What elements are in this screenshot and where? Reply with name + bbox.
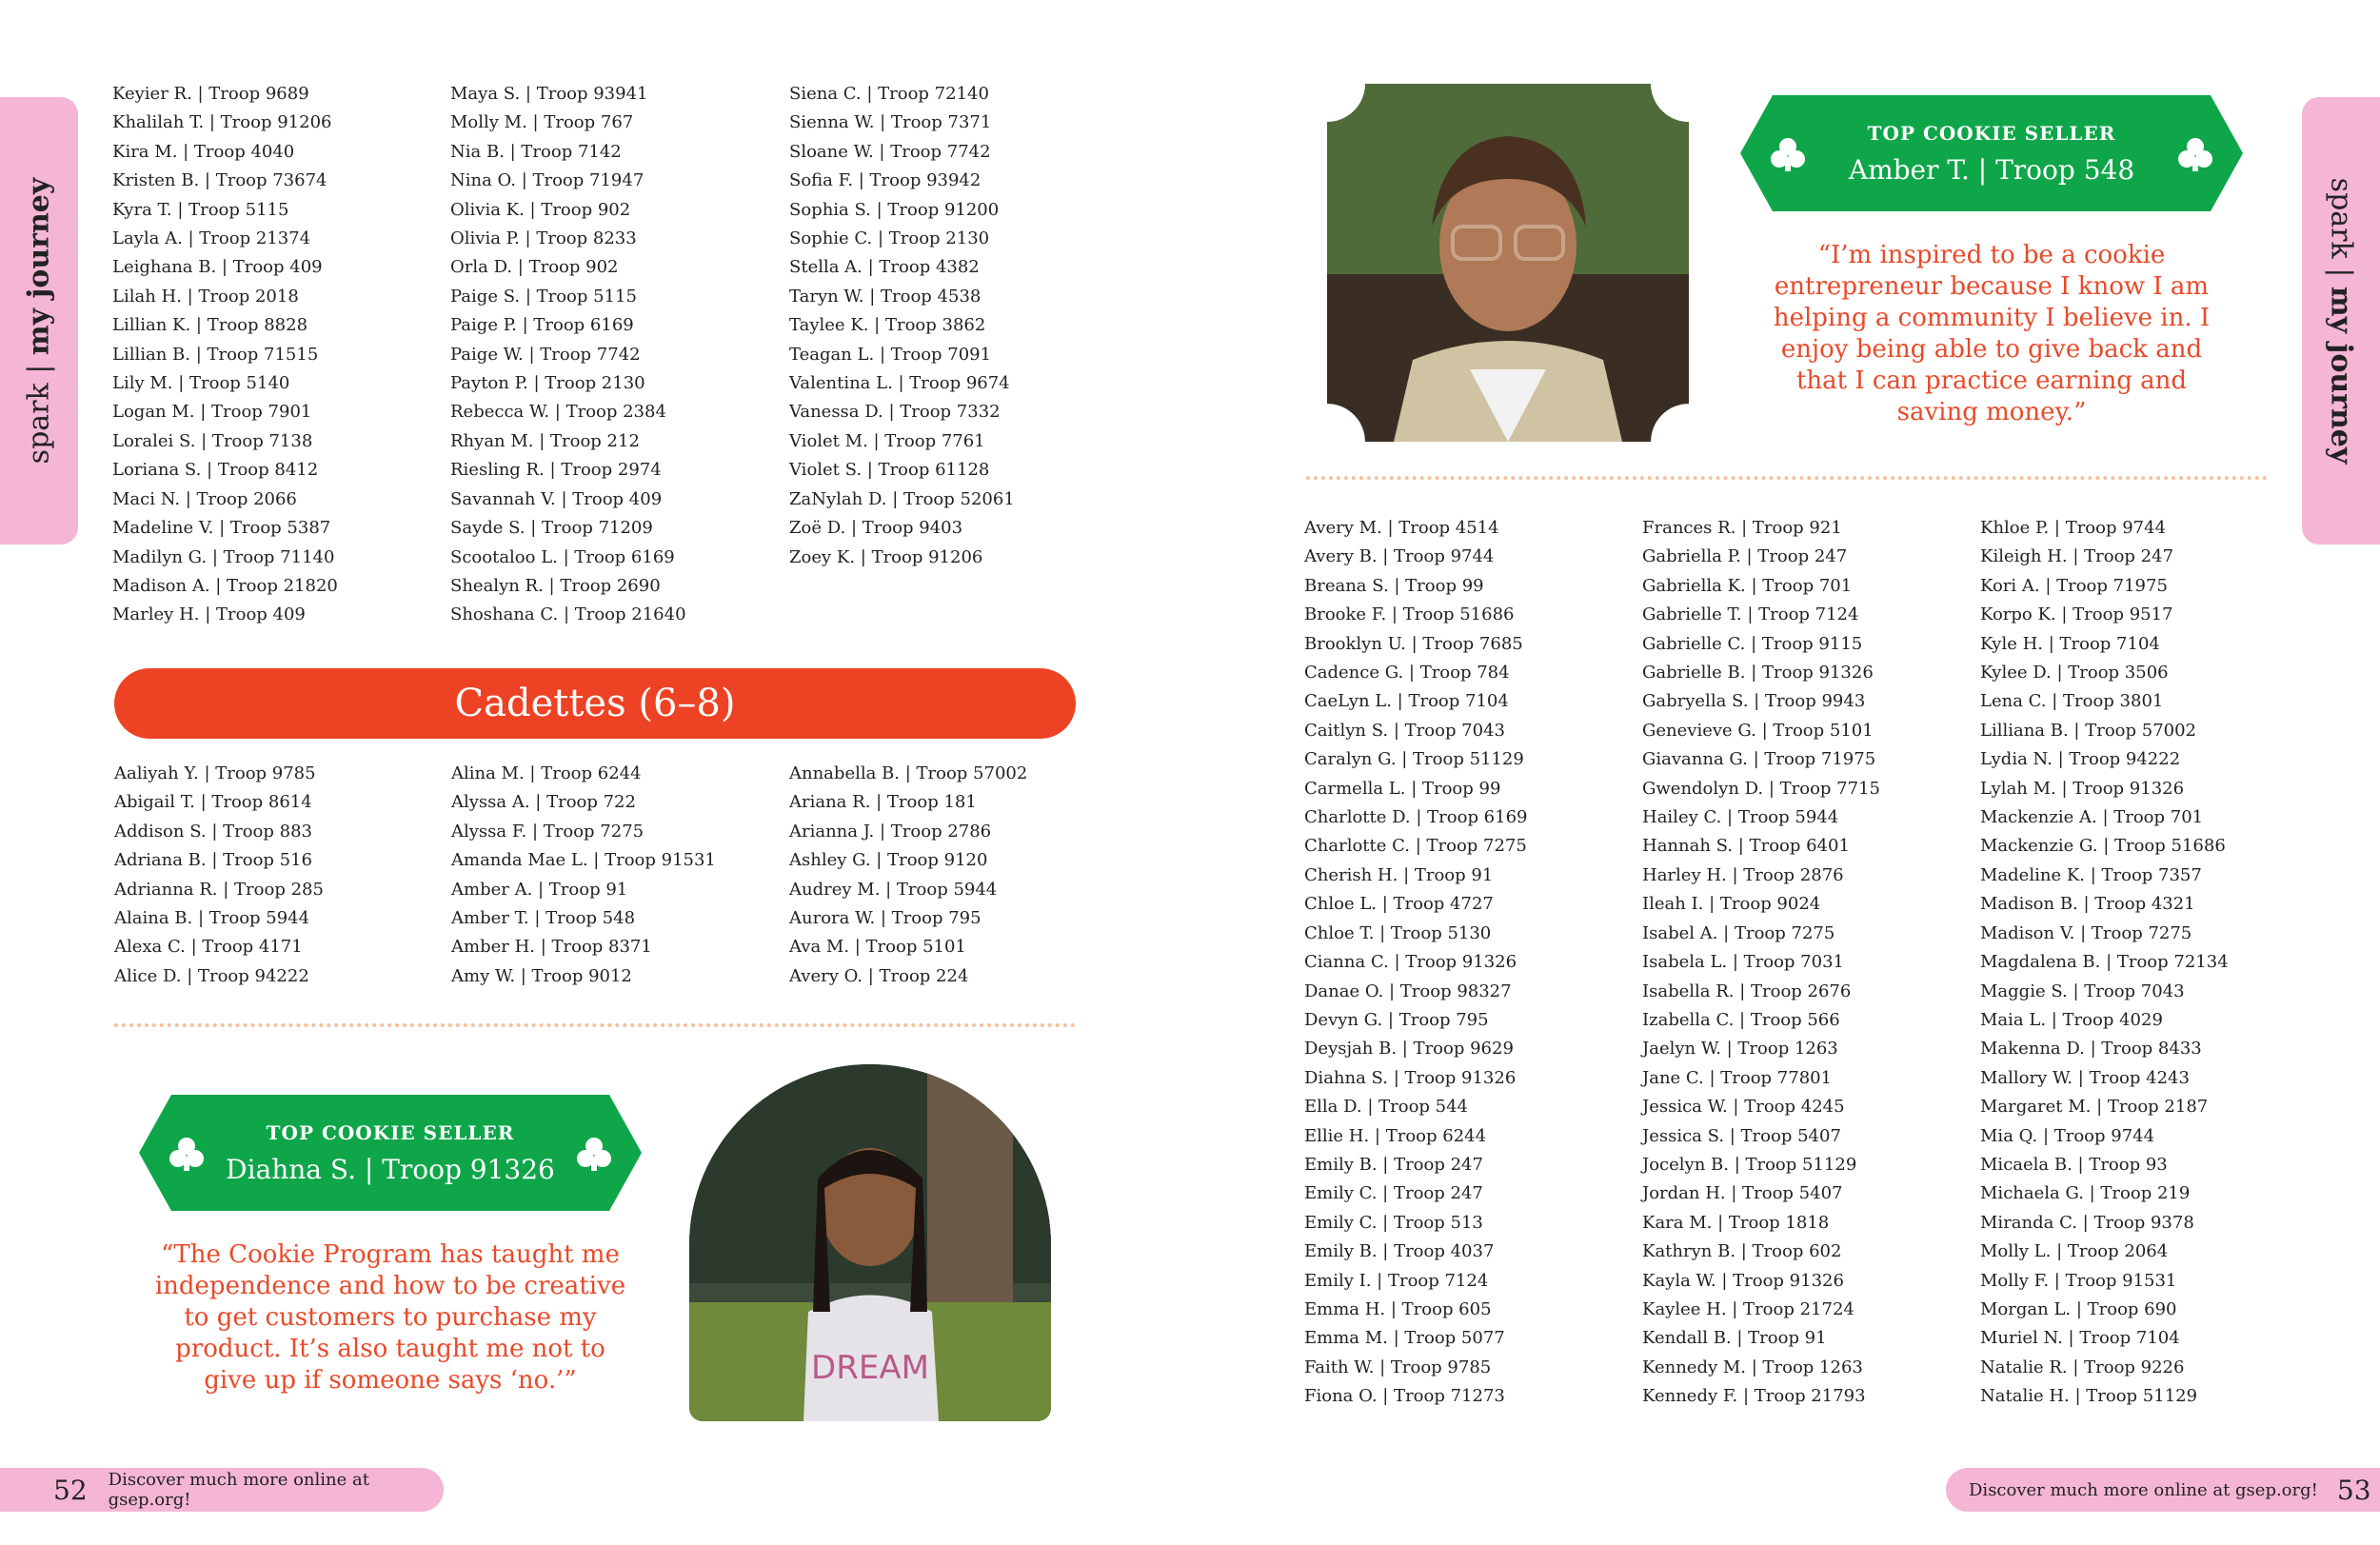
list-item: Kira M. | Troop 4040 (112, 141, 295, 162)
list-item: Isabela L. | Troop 7031 (1642, 952, 1844, 973)
list-item: Mallory W. | Troop 4243 (1980, 1067, 2190, 1088)
list-item: Emma M. | Troop 5077 (1304, 1328, 1505, 1349)
list-item: Adriana B. | Troop 516 (114, 850, 313, 871)
list-item: Natalie R. | Troop 9226 (1980, 1357, 2185, 1377)
list-item: Miranda C. | Troop 9378 (1980, 1212, 2194, 1233)
list-item: Carmella L. | Troop 99 (1304, 778, 1501, 799)
list-item: Charlotte C. | Troop 7275 (1304, 836, 1527, 857)
side-tab-left (0, 97, 78, 545)
seller-photo (1327, 84, 1689, 442)
list-item: Morgan L. | Troop 690 (1980, 1298, 2177, 1319)
list-item: Keyier R. | Troop 9689 (112, 84, 309, 104)
list-item: Frances R. | Troop 921 (1642, 518, 1842, 538)
list-item: Caitlyn S. | Troop 7043 (1304, 720, 1505, 741)
list-item: Annabella B. | Troop 57002 (789, 763, 1028, 783)
list-item: Maia L. | Troop 4029 (1980, 1009, 2163, 1030)
list-item: Ileah I. | Troop 9024 (1642, 894, 1821, 915)
list-item: Kayla W. | Troop 91326 (1642, 1270, 1844, 1291)
list-item: Savannah V. | Troop 409 (450, 488, 663, 509)
list-item: Amy W. | Troop 9012 (451, 965, 632, 986)
list-item: Lylah M. | Troop 91326 (1980, 778, 2185, 799)
list-item: Lillian K. | Troop 8828 (112, 315, 308, 336)
list-item: Molly M. | Troop 767 (450, 112, 634, 133)
list-item: Madison A. | Troop 21820 (112, 575, 338, 596)
list-item: Loralei S. | Troop 7138 (112, 430, 313, 451)
list-item: Taylee K. | Troop 3862 (789, 315, 986, 336)
list-item: Kathryn B. | Troop 602 (1642, 1241, 1842, 1262)
list-item: Orla D. | Troop 902 (450, 257, 619, 278)
list-item: Lilliana B. | Troop 57002 (1980, 720, 2197, 741)
list-item: Charlotte D. | Troop 6169 (1304, 807, 1528, 828)
list-item: Margaret M. | Troop 2187 (1980, 1097, 2209, 1118)
dotted-divider (1306, 476, 2268, 480)
list-item: Korpo K. | Troop 9517 (1980, 604, 2173, 625)
list-item: Jaelyn W. | Troop 1263 (1642, 1039, 1838, 1060)
list-item: Sayde S. | Troop 71209 (450, 518, 653, 539)
list-item: Lydia N. | Troop 94222 (1980, 749, 2181, 770)
list-item: Mackenzie A. | Troop 701 (1980, 807, 2204, 828)
list-item: Danae O. | Troop 98327 (1304, 980, 1512, 1001)
list-item: Ariana R. | Troop 181 (789, 792, 977, 813)
list-item: Nia B. | Troop 7142 (450, 141, 622, 162)
list-item: Emily B. | Troop 247 (1304, 1154, 1483, 1175)
list-item: Arianna J. | Troop 2786 (789, 821, 992, 842)
list-item: Hailey C. | Troop 5944 (1642, 807, 1839, 828)
list-item: Shoshana C. | Troop 21640 (450, 604, 686, 625)
list-item: Stella A. | Troop 4382 (789, 257, 980, 278)
list-item: Gwendolyn D. | Troop 7715 (1642, 778, 1880, 799)
list-item: Deysjah B. | Troop 9629 (1304, 1039, 1514, 1060)
side-tab-right (2302, 97, 2380, 545)
list-item: Mia Q. | Troop 9744 (1980, 1125, 2155, 1146)
name-list-column (112, 80, 436, 630)
list-item: Hannah S. | Troop 6401 (1642, 836, 1850, 857)
page-number: 52 (53, 1474, 88, 1506)
list-item: Gabrielle C. | Troop 9115 (1642, 633, 1863, 654)
name-list-column (451, 760, 775, 991)
list-item: Alyssa F. | Troop 7275 (451, 821, 645, 842)
list-item: Madilyn G. | Troop 71140 (112, 546, 335, 567)
list-item: Paige W. | Troop 7742 (450, 344, 641, 365)
list-item: Alexa C. | Troop 4171 (114, 937, 303, 958)
list-item: Audrey M. | Troop 5944 (789, 879, 998, 900)
list-item: Madison V. | Troop 7275 (1980, 922, 2192, 943)
list-item: Amber A. | Troop 91 (451, 879, 628, 900)
list-item: Ashley G. | Troop 9120 (789, 850, 988, 871)
list-item: Paige P. | Troop 6169 (450, 315, 634, 336)
list-item: Loriana S. | Troop 8412 (112, 460, 319, 481)
list-item: Khloe P. | Troop 9744 (1980, 518, 2167, 538)
list-item: Alyssa A. | Troop 722 (451, 792, 636, 813)
list-item: Devyn G. | Troop 795 (1304, 1009, 1489, 1030)
list-item: Khalilah T. | Troop 91206 (112, 112, 332, 133)
list-item: Rebecca W. | Troop 2384 (450, 402, 666, 423)
list-item: Zoey K. | Troop 91206 (789, 546, 983, 567)
list-item: Chloe T. | Troop 5130 (1304, 922, 1492, 943)
list-item: Izabella C. | Troop 566 (1642, 1009, 1840, 1030)
list-item: Logan M. | Troop 7901 (112, 402, 312, 423)
list-item: Chloe L. | Troop 4727 (1304, 894, 1494, 915)
list-item: Caralyn G. | Troop 51129 (1304, 749, 1524, 770)
list-item: Sienna W. | Troop 7371 (789, 112, 992, 133)
list-item: Magdalena B. | Troop 72134 (1980, 952, 2229, 973)
list-item: Kendall B. | Troop 91 (1642, 1328, 1827, 1349)
svg-text:DREAM: DREAM (811, 1349, 929, 1387)
list-item: Emma H. | Troop 605 (1304, 1298, 1492, 1319)
list-item: Amber T. | Troop 548 (451, 908, 636, 929)
list-item: Fiona O. | Troop 71273 (1304, 1386, 1505, 1407)
list-item: Cianna C. | Troop 91326 (1304, 952, 1517, 973)
seller-quote: “I’m inspired to be a cookie entrepreneur because I know I am helping a community I believe in. I enjoy being able to give back and that I can practice earning and saving money.” (1773, 241, 2211, 426)
list-item: Jessica S. | Troop 5407 (1642, 1125, 1841, 1146)
list-item: Shealyn R. | Troop 2690 (450, 575, 661, 596)
list-item: Isabel A. | Troop 7275 (1642, 922, 1835, 943)
list-item: Teagan L. | Troop 7091 (789, 344, 992, 365)
list-item: Makenna D. | Troop 8433 (1980, 1039, 2202, 1060)
list-item: Olivia P. | Troop 8233 (450, 228, 637, 249)
list-item: Emily B. | Troop 4037 (1304, 1241, 1495, 1262)
list-item: Cherish H. | Troop 91 (1304, 864, 1494, 885)
list-item: Jordan H. | Troop 5407 (1642, 1183, 1843, 1204)
list-item: Alice D. | Troop 94222 (114, 965, 309, 986)
list-item: Maggie S. | Troop 7043 (1980, 980, 2185, 1001)
list-item: Gabryella S. | Troop 9943 (1642, 691, 1866, 712)
section-banner-cadettes: Cadettes (6–8) (114, 668, 1076, 739)
list-item: Kaylee H. | Troop 21724 (1642, 1298, 1854, 1319)
top-seller-label: TOP COOKIE SELLER (1867, 122, 2116, 145)
top-seller-name: Amber T. | Troop 548 (1848, 154, 2135, 186)
list-item: Nina O. | Troop 71947 (450, 170, 645, 191)
list-item: Olivia K. | Troop 902 (450, 199, 631, 220)
dotted-divider (114, 1023, 1076, 1027)
list-item: Ava M. | Troop 5101 (789, 937, 966, 958)
list-item: Alina M. | Troop 6244 (451, 763, 642, 783)
name-list-column (1304, 514, 1628, 1412)
list-item: Muriel N. | Troop 7104 (1980, 1328, 2180, 1349)
list-item: Lily M. | Troop 5140 (112, 373, 290, 394)
list-item: Adrianna R. | Troop 285 (114, 879, 324, 900)
list-item: Lillian B. | Troop 71515 (112, 344, 319, 365)
list-item: Madeline V. | Troop 5387 (112, 518, 331, 539)
list-item: Diahna S. | Troop 91326 (1304, 1067, 1517, 1088)
list-item: Lena C. | Troop 3801 (1980, 691, 2164, 712)
top-seller-label: TOP COOKIE SELLER (266, 1121, 515, 1144)
list-item: Scootaloo L. | Troop 6169 (450, 546, 675, 567)
list-item: Avery B. | Troop 9744 (1304, 546, 1495, 567)
list-item: Valentina L. | Troop 9674 (789, 373, 1010, 394)
list-item: Jane C. | Troop 77801 (1642, 1067, 1833, 1088)
list-item: Avery O. | Troop 224 (789, 965, 969, 986)
list-item: Sloane W. | Troop 7742 (789, 141, 991, 162)
list-item: Kristen B. | Troop 73674 (112, 170, 327, 191)
footer-left (0, 1468, 444, 1512)
list-item: Kylee D. | Troop 3506 (1980, 663, 2169, 683)
side-tab-label: spark | my journey (2324, 177, 2358, 465)
list-item: Maya S. | Troop 93941 (450, 84, 648, 104)
list-item: Emily I. | Troop 7124 (1304, 1270, 1489, 1291)
list-item: Leighana B. | Troop 409 (112, 257, 323, 278)
seller-quote: “The Cookie Program has taught me independence and how to be creative to get customers to purchase my product. It’s also taught me not to give up if someone says ‘no.’” (154, 1240, 626, 1395)
list-item: Aurora W. | Troop 795 (789, 908, 982, 929)
list-item: Natalie H. | Troop 51129 (1980, 1386, 2198, 1407)
list-item: Gabrielle B. | Troop 91326 (1642, 663, 1874, 683)
list-item: Cadence G. | Troop 784 (1304, 663, 1510, 683)
list-item: Harley H. | Troop 2876 (1642, 864, 1844, 885)
list-item: Kennedy M. | Troop 1263 (1642, 1357, 1863, 1377)
list-item: Genevieve G. | Troop 5101 (1642, 720, 1874, 741)
list-item: Ellie H. | Troop 6244 (1304, 1125, 1487, 1146)
list-item: Molly F. | Troop 91531 (1980, 1270, 2177, 1291)
list-item: Riesling R. | Troop 2974 (450, 460, 662, 481)
list-item: Violet M. | Troop 7761 (789, 430, 985, 451)
footer-link-text[interactable]: Discover much more online at gsep.org! (1969, 1479, 2318, 1500)
list-item: Micaela B. | Troop 93 (1980, 1154, 2168, 1175)
list-item: Kileigh H. | Troop 247 (1980, 546, 2174, 567)
list-item: Breana S. | Troop 99 (1304, 575, 1484, 596)
list-item: Michaela G. | Troop 219 (1980, 1183, 2191, 1204)
list-item: Faith W. | Troop 9785 (1304, 1357, 1492, 1377)
list-item: Gabrielle T. | Troop 7124 (1642, 604, 1859, 625)
list-item: Layla A. | Troop 21374 (112, 228, 311, 249)
list-item: Vanessa D. | Troop 7332 (789, 402, 1001, 423)
list-item: Payton P. | Troop 2130 (450, 373, 645, 394)
list-item: Taryn W. | Troop 4538 (789, 286, 982, 307)
list-item: Abigail T. | Troop 8614 (114, 792, 312, 813)
list-item: Gabriella P. | Troop 247 (1642, 546, 1848, 567)
list-item: Alaina B. | Troop 5944 (114, 908, 310, 929)
list-item: Sofia F. | Troop 93942 (789, 170, 982, 191)
list-item: Brooklyn U. | Troop 7685 (1304, 633, 1523, 654)
name-list-column (450, 80, 774, 630)
list-item: Rhyan M. | Troop 212 (450, 430, 640, 451)
list-item: Jocelyn B. | Troop 51129 (1642, 1154, 1857, 1175)
list-item: Maci N. | Troop 2066 (112, 488, 297, 509)
side-tab-label: spark | my journey (22, 177, 56, 465)
list-item: Emily C. | Troop 247 (1304, 1183, 1483, 1204)
list-item: Avery M. | Troop 4514 (1304, 518, 1499, 538)
name-list-column (789, 760, 1113, 991)
top-seller-badge (139, 1095, 642, 1211)
list-item: Kara M. | Troop 1818 (1642, 1212, 1830, 1233)
list-item: Kennedy F. | Troop 21793 (1642, 1386, 1866, 1407)
list-item: Gabriella K. | Troop 701 (1642, 575, 1853, 596)
list-item: Madison B. | Troop 4321 (1980, 894, 2195, 915)
list-item: Jessica W. | Troop 4245 (1642, 1097, 1845, 1118)
list-item: Ella D. | Troop 544 (1304, 1097, 1469, 1118)
top-seller-name: Diahna S. | Troop 91326 (226, 1154, 555, 1185)
list-item: Sophie C. | Troop 2130 (789, 228, 990, 249)
list-item: Sophia S. | Troop 91200 (789, 199, 1000, 220)
list-item: Emily C. | Troop 513 (1304, 1212, 1483, 1233)
list-item: Addison S. | Troop 883 (114, 821, 312, 842)
list-item: Violet S. | Troop 61128 (789, 460, 990, 481)
page-number: 53 (2336, 1474, 2371, 1506)
list-item: Giavanna G. | Troop 71975 (1642, 749, 1876, 770)
seller-photo (689, 1064, 1051, 1421)
name-list-column (1642, 514, 1966, 1412)
list-item: Zoë D. | Troop 9403 (789, 518, 963, 539)
footer-link-text[interactable]: Discover much more online at gsep.org! (108, 1470, 369, 1510)
name-list-column (1980, 514, 2304, 1412)
list-item: Mackenzie G. | Troop 51686 (1980, 836, 2226, 857)
list-item: ZaNylah D. | Troop 52061 (789, 488, 1015, 509)
list-item: Marley H. | Troop 409 (112, 604, 306, 625)
list-item: Kyra T. | Troop 5115 (112, 199, 289, 220)
list-item: Madeline K. | Troop 7357 (1980, 864, 2202, 885)
list-item: Siena C. | Troop 72140 (789, 84, 989, 104)
list-item: Brooke F. | Troop 51686 (1304, 604, 1515, 625)
list-item: Amanda Mae L. | Troop 91531 (451, 850, 716, 871)
top-seller-badge (1740, 95, 2243, 211)
list-item: Kori A. | Troop 71975 (1980, 575, 2168, 596)
name-list-column (789, 80, 1113, 572)
list-item: Lilah H. | Troop 2018 (112, 286, 299, 307)
footer-right (1946, 1468, 2380, 1512)
list-item: Amber H. | Troop 8371 (451, 937, 652, 958)
list-item: Molly L. | Troop 2064 (1980, 1241, 2169, 1262)
list-item: Paige S. | Troop 5115 (450, 286, 637, 307)
list-item: Aaliyah Y. | Troop 9785 (114, 763, 316, 783)
name-list-column (114, 760, 438, 991)
list-item: Kyle H. | Troop 7104 (1980, 633, 2160, 654)
list-item: CaeLyn L. | Troop 7104 (1304, 691, 1509, 712)
list-item: Isabella R. | Troop 2676 (1642, 980, 1852, 1001)
